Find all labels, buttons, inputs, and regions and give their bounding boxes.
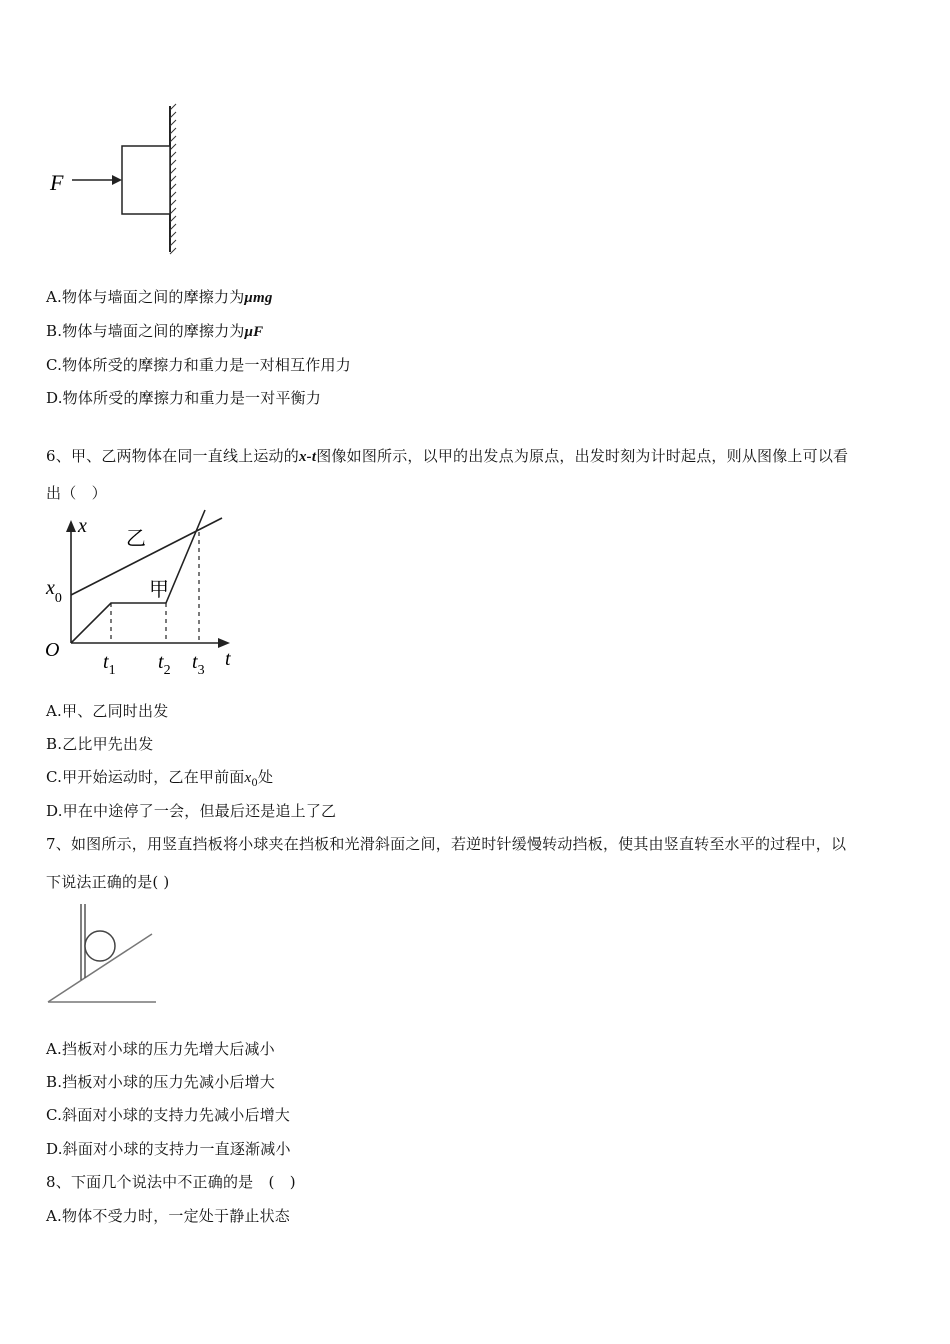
q7-question-line1: 7、如图所示，用竖直挡板将小球夹在挡板和光滑斜面之间，若逆时针缓慢转动挡板，使其由竖直转至水平的过程中，以 [46, 835, 847, 853]
q7-option-a: A.挡板对小球的压力先增大后减小 [46, 1040, 275, 1058]
t3-label: $t_3$ [192, 651, 205, 678]
q5-option-a: A.物体与墙面之间的摩擦力为μmg [46, 288, 273, 306]
q6-option-a: A.甲、乙同时出发 [46, 702, 169, 720]
q5-option-b: B.物体与墙面之间的摩擦力为μF [46, 322, 264, 340]
q5-option-c: C.物体所受的摩擦力和重力是一对相互作用力 [46, 356, 351, 374]
t1-label: $t_1$ [103, 651, 116, 678]
q8-option-a: A.物体不受力时，一定处于静止状态 [46, 1207, 291, 1225]
q6-option-d: D.甲在中途停了一会，但最后还是追上了乙 [46, 802, 337, 820]
block [122, 146, 170, 214]
y-axis-label: x [78, 515, 87, 537]
q7-option-b: B.挡板对小球的压力先减小后增大 [46, 1073, 275, 1091]
q6-question-line2: 出（ ） [46, 484, 107, 502]
q6-option-c: C.甲开始运动时，乙在甲前面$x_0$处 [46, 768, 274, 789]
yi-label: 乙 [126, 528, 146, 550]
origin-label: O [45, 639, 60, 661]
q8-question-line1: 8、下面几个说法中不正确的是 ( ) [46, 1173, 296, 1191]
q7-option-d: D.斜面对小球的支持力一直逐渐减小 [46, 1140, 291, 1158]
q6-question-line1: 6、甲、乙两物体在同一直线上运动的x-t图像如图所示，以甲的出发点为原点，出发时刻为计时起点，则从图像上可以看 [46, 447, 849, 465]
ball [85, 931, 115, 961]
force-label: F [50, 170, 64, 195]
q6-option-b: B.乙比甲先出发 [46, 735, 154, 753]
q7-question-line2: 下说法正确的是( ) [46, 873, 170, 891]
x0-label: $x_0$ [46, 577, 62, 606]
q7-option-c: C.斜面对小球的支持力先减小后增大 [46, 1106, 291, 1124]
x-axis-label: t [225, 648, 231, 670]
jia-label: 甲 [149, 579, 169, 601]
block-wall-figure [40, 100, 200, 260]
xt-graph [40, 510, 250, 685]
q5-option-d: D.物体所受的摩擦力和重力是一对平衡力 [46, 389, 322, 407]
t2-label: $t_2$ [158, 651, 171, 678]
ball-incline-figure [44, 900, 164, 1010]
